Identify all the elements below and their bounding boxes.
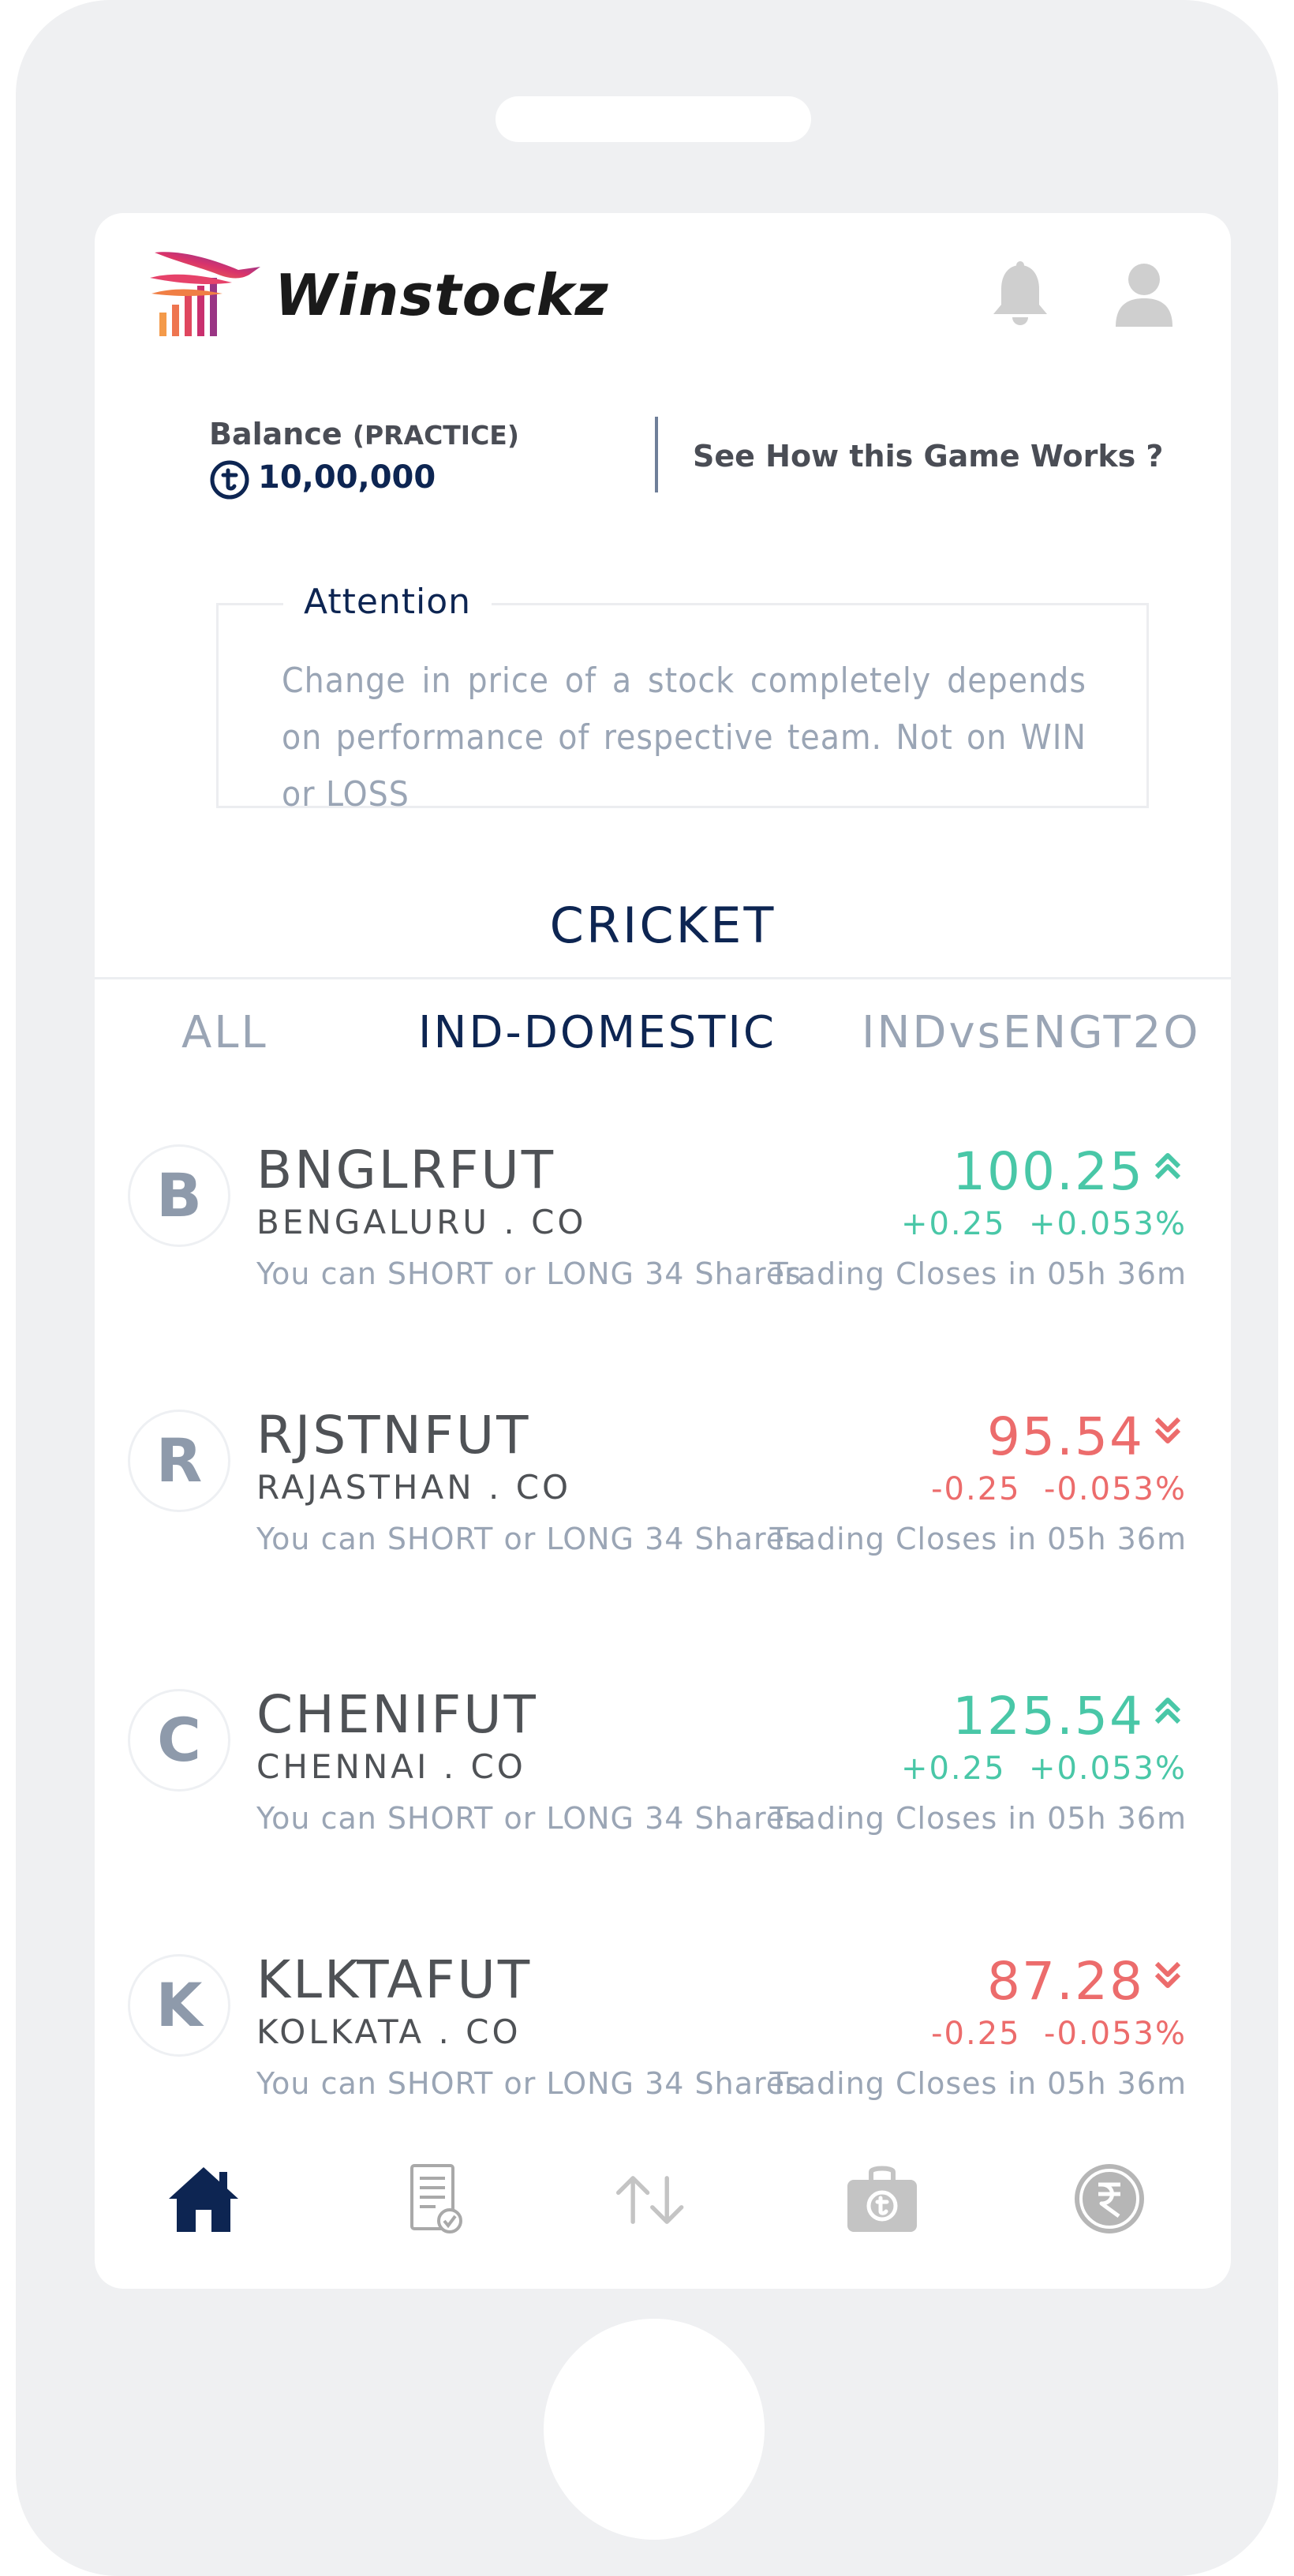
stock-team: RAJASTHAN . CO	[256, 1468, 572, 1507]
stock-shares-hint: You can SHORT or LONG 34 Shares	[256, 1256, 802, 1291]
tab-all[interactable]: ALL	[181, 1007, 268, 1058]
stock-avatar: K	[128, 1954, 230, 2057]
chevron-double-up-icon	[1152, 1694, 1184, 1727]
balance-value: 10,00,000	[258, 459, 436, 496]
stock-avatar: R	[128, 1410, 230, 1512]
notification-bell-icon[interactable]	[990, 260, 1050, 327]
stock-change: +0.25 +0.053%	[900, 1206, 1187, 1242]
phone-frame	[16, 0, 1278, 2576]
app-screen	[95, 213, 1231, 2289]
stock-shares-hint: You can SHORT or LONG 34 Shares	[256, 1522, 802, 1556]
stock-trading-closes: Trading Closes in 05h 36m	[769, 1801, 1187, 1836]
rupee-coin-icon[interactable]	[1070, 2159, 1149, 2238]
how-game-works-link[interactable]: See How this Game Works ?	[693, 439, 1164, 474]
phone-home-button[interactable]	[544, 2319, 765, 2540]
stock-symbol: KLKTAFUT	[256, 1949, 533, 2010]
stock-price: 100.25	[952, 1141, 1144, 1202]
phone-speaker	[496, 96, 811, 142]
portfolio-bag-icon[interactable]	[843, 2159, 922, 2238]
chevron-double-up-icon	[1152, 1149, 1184, 1182]
balance-label: Balance (PRACTICE)	[209, 417, 519, 451]
stock-price: 87.28	[987, 1951, 1144, 2012]
orders-document-icon[interactable]	[395, 2159, 473, 2238]
stock-symbol: CHENIFUT	[256, 1684, 538, 1745]
stock-trading-closes: Trading Closes in 05h 36m	[769, 1256, 1187, 1291]
stock-avatar: C	[128, 1689, 230, 1792]
stock-change: -0.25 -0.053%	[931, 2016, 1187, 2052]
stock-change: -0.25 -0.053%	[931, 1471, 1187, 1507]
tab-ind-domestic[interactable]: IND-DOMESTIC	[418, 1007, 777, 1058]
stock-trading-closes: Trading Closes in 05h 36m	[769, 2066, 1187, 2101]
stock-team: CHENNAI . CO	[256, 1747, 526, 1786]
home-icon[interactable]	[164, 2159, 243, 2238]
stock-row[interactable]	[95, 1121, 1231, 1350]
stock-shares-hint: You can SHORT or LONG 34 Shares	[256, 1801, 802, 1836]
stock-symbol: BNGLRFUT	[256, 1140, 556, 1200]
coin-icon	[209, 459, 250, 500]
stock-change: +0.25 +0.053%	[900, 1750, 1187, 1787]
stock-shares-hint: You can SHORT or LONG 34 Shares	[256, 2066, 802, 2101]
stock-trading-closes: Trading Closes in 05h 36m	[769, 1522, 1187, 1556]
tab-indvseng-t20[interactable]: INDvsENGT2O	[862, 1007, 1201, 1058]
stock-row[interactable]	[95, 1930, 1231, 2159]
stock-team: KOLKATA . CO	[256, 2012, 522, 2051]
stock-price: 95.54	[987, 1406, 1144, 1467]
sport-title: CRICKET	[549, 897, 776, 954]
brand-name: Winstockz	[275, 262, 609, 328]
winstockz-logo-icon	[150, 246, 268, 339]
stock-symbol: RJSTNFUT	[256, 1405, 531, 1466]
user-profile-icon[interactable]	[1113, 260, 1176, 327]
stock-team: BENGALURU . CO	[256, 1203, 587, 1241]
stock-price: 125.54	[952, 1686, 1144, 1747]
stock-row[interactable]	[95, 1386, 1231, 1615]
attention-text: Change in price of a stock completely depends on performance of respective team. Not on WIN or LOSS	[282, 661, 1086, 814]
attention-title: Attention	[283, 582, 492, 622]
trade-arrows-icon[interactable]	[612, 2159, 691, 2238]
balance-mode: (PRACTICE)	[352, 420, 519, 451]
stock-avatar: B	[128, 1144, 230, 1247]
attention-notice	[216, 582, 1149, 814]
section-divider	[95, 977, 1231, 979]
balance-divider	[655, 417, 658, 492]
stock-row[interactable]	[95, 1665, 1231, 1894]
chevron-double-down-icon	[1152, 1959, 1184, 1992]
chevron-double-down-icon	[1152, 1414, 1184, 1447]
